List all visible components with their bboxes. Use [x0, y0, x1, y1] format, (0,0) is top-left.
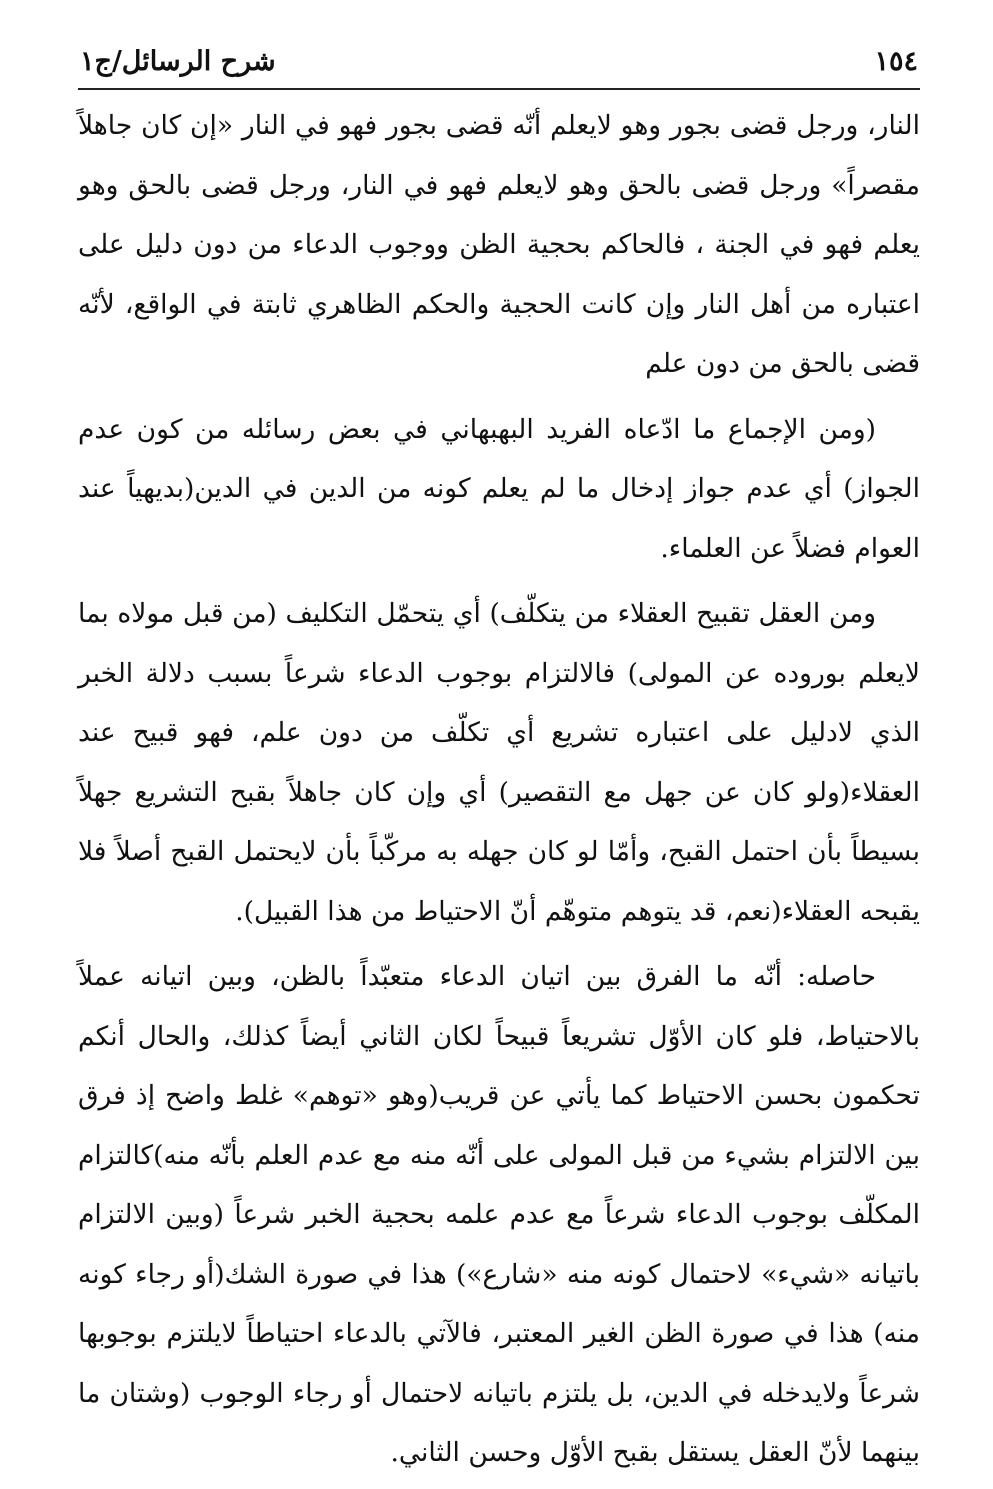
page-header — [78, 40, 920, 90]
paragraph-1: النار، ورجل قضى بجور وهو لايعلم أنّه قضى بجور فهو في النار «إن كان جاهلاً مقصراً» ورجل قضى بالحق وهو لايعلم فهو في النار، ورجل قضى بالحق وهو يعلم فهو في الجنة ، فالحاكم بحجية الظن ووجوب الدعاء من دون دليل على اعتباره من أهل النار وإن كانت الحجية والحكم الظاهري ثابتة في الواقع، لأنّه قضى بالحق من دون علم — [78, 110, 920, 379]
book-page — [78, 40, 920, 1489]
running-title: شرح الرسائل/ج١ — [80, 46, 276, 77]
body-text — [78, 96, 920, 1483]
paragraph-2: (ومن الإجماع ما ادّعاه الفريد البهبهاني في بعض رسائله من كون عدم الجواز) أي عدم جواز إدخال ما لم يعلم كونه من الدين في الدين(بديهياً عند العوام فضلاً عن العلماء. — [78, 413, 920, 564]
page-number: ١٥٤ — [874, 46, 918, 77]
paragraph-4: حاصله: أنّه ما الفرق بين اتيان الدعاء متعبّداً بالظن، وبين اتيانه عملاً بالاحتياط، فلو كان الأوّل تشريعاً قبيحاً لكان الثاني أيضاً كذلك، والحال أنكم تحكمون بحسن الاحتياط كما يأتي عن قريب(وهو «توهم» غلط واضح إذ فرق بين الالتزام بشيء من قبل المولى على أنّه منه مع عدم العلم بأنّه منه)كالتزام المكلّف بوجوب الدعاء شرعاً مع عدم علمه بحجية الخبر شرعاً (وبين الالتزام باتيانه «شيء» لاحتمال كونه منه «شارع») هذا في صورة الشك(أو رجاء كونه منه) هذا في صورة الظن الغير المعتبر، فالآتي بالدعاء احتياطاً لايلتزم بوجوبها شرعاً ولايدخله في الدين، بل يلتزم باتيانه لاحتمال أو رجاء الوجوب (وشتان ما بينهما لأنّ العقل يستقل بقبح الأوّل وحسن الثاني. — [78, 961, 920, 1468]
paragraph-3: ومن العقل تقبيح العقلاء من يتكلّف) أي يتحمّل التكليف (من قبل مولاه بما لايعلم بوروده عن المولى) فالالتزام بوجوب الدعاء شرعاً بسبب دلالة الخبر الذي لادليل على اعتباره تشريع أي تكلّف من دون علم، فهو قبيح عند العقلاء(ولو كان عن جهل مع التقصير) أي وإن كان جاهلاً بقبح التشريع جهلاً بسيطاً بأن احتمل القبح، وأمّا لو كان جهله به مركّباً بأن لايحتمل القبح أصلاً فلا يقبحه العقلاء(نعم، قد يتوهم متوهّم أنّ الاحتياط من هذا القبيل). — [78, 598, 920, 927]
